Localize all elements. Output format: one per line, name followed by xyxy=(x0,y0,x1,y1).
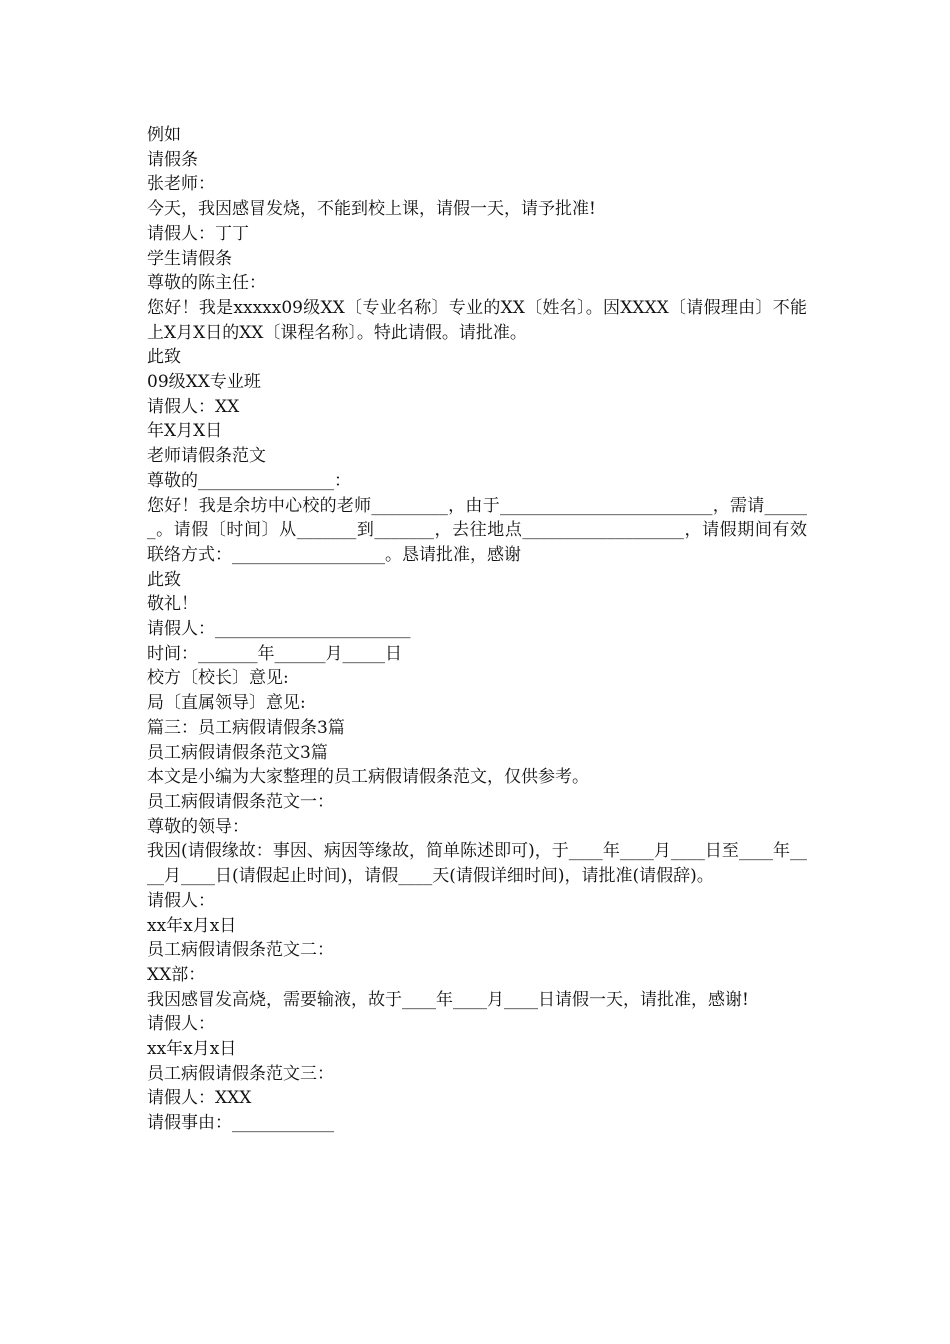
text-line: 请假条 xyxy=(147,149,198,170)
text-line: XX部： xyxy=(147,964,206,985)
text-line: 请假人：XX xyxy=(147,396,240,417)
text-line: 尊敬的________________： xyxy=(147,470,351,491)
text-line: xx年x月x日 xyxy=(147,1039,237,1060)
text-line: 例如 xyxy=(147,125,181,145)
text-line: 学生请假条 xyxy=(147,248,232,269)
text-paragraph: 您好！我是余坊中心校的老师_________，由于_________________________，需请______。请假〔时间〕从_______到_______，去往地点___________________，请假期间有效联络方式：__________________。恳请批准，感谢 xyxy=(147,495,807,565)
text-line: 本文是小编为大家整理的员工病假请假条范文，仅供参考。 xyxy=(147,767,589,788)
text-line: 张老师： xyxy=(147,174,215,195)
text-line: 年X月X日 xyxy=(147,421,223,442)
text-paragraph: 我因感冒发高烧，需要输液，故于____年____月____日请假一天，请批准，感谢! xyxy=(147,989,749,1010)
text-line: 尊敬的陈主任： xyxy=(147,273,266,294)
document-page xyxy=(147,123,807,1136)
text-paragraph: 我因(请假缘故：事因、病因等缘故，简单陈述即可)，于____年____月____日至____年____月____日(请假起止时间)，请假____天(请假详细时间)，请批准(请假辞)。 xyxy=(147,841,807,887)
text-line: 此致 xyxy=(147,569,181,590)
text-line: 时间：_______年______月_____日 xyxy=(147,643,402,664)
text-line: 09级XX专业班 xyxy=(147,372,261,393)
text-line: 今天，我因感冒发烧，不能到校上课，请假一天，请予批准! xyxy=(147,199,596,220)
text-line: 员工病假请假条范文二： xyxy=(147,940,334,961)
text-line: 请假人： xyxy=(147,1014,215,1035)
text-line: 员工病假请假条范文三： xyxy=(147,1063,334,1084)
text-line: 请假人：丁丁 xyxy=(147,223,249,244)
text-line: 员工病假请假条范文一： xyxy=(147,791,334,812)
text-line: 尊敬的领导： xyxy=(147,816,249,837)
text-line: 此致 xyxy=(147,347,181,368)
text-line: 篇三：员工病假请假条3篇 xyxy=(147,717,345,738)
text-paragraph: 您好！我是xxxxx09级XX〔专业名称〕专业的XX〔姓名〕。因XXXX〔请假理由〕不能上X月X日的XX〔课程名称〕。特此请假。请批准。 xyxy=(147,297,807,343)
text-line: 敬礼！ xyxy=(147,594,198,615)
text-line: 校方〔校长〕意见: xyxy=(147,668,289,689)
text-line: 员工病假请假条范文3篇 xyxy=(147,742,328,763)
text-line: 局〔直属领导〕意见: xyxy=(147,693,306,714)
text-line: 请假人： xyxy=(147,890,215,911)
text-line: 请假事由：____________ xyxy=(147,1113,334,1134)
text-line: 请假人：_______________________ xyxy=(147,619,411,640)
text-line: xx年x月x日 xyxy=(147,915,237,936)
text-line: 请假人：XXX xyxy=(147,1088,252,1109)
text-line: 老师请假条范文 xyxy=(147,446,266,467)
